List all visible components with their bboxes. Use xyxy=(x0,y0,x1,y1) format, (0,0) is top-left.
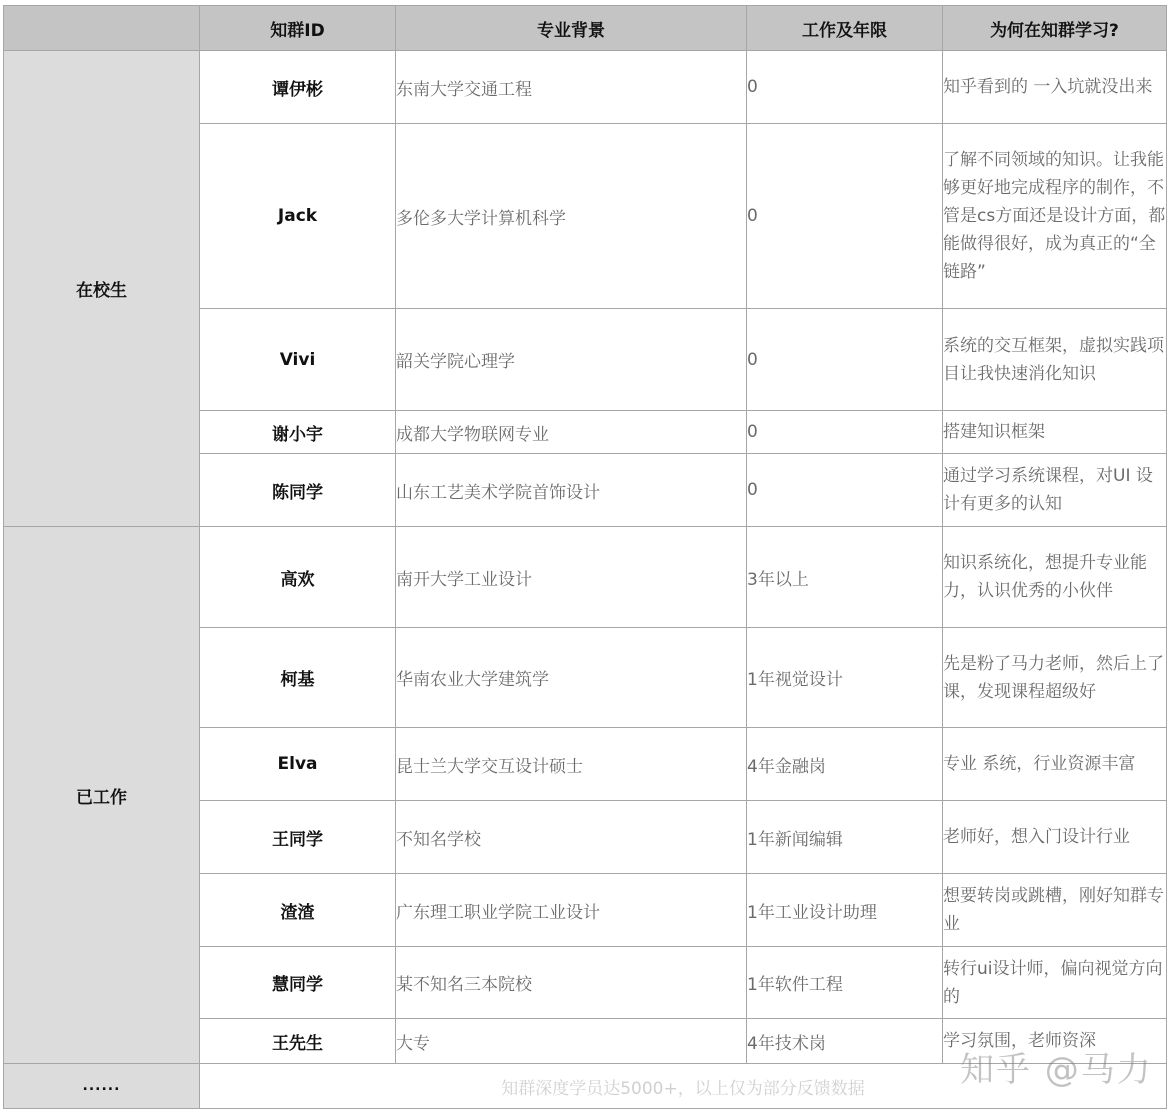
student-id: 渣渣 xyxy=(200,874,396,947)
zhihu-watermark: 知乎 @马力 xyxy=(960,1050,1153,1090)
ellipsis-label: ...... xyxy=(4,1064,200,1109)
student-id: 高欢 xyxy=(200,527,396,628)
header-row xyxy=(4,6,1167,51)
student-id: 王先生 xyxy=(200,1019,396,1064)
work-years: 1年视觉设计 xyxy=(747,628,943,728)
table-row xyxy=(4,527,1167,628)
student-id: 谢小宇 xyxy=(200,411,396,454)
study-reason: 知识系统化，想提升专业能力，认识优秀的小伙伴 xyxy=(943,527,1167,628)
work-years: 3年以上 xyxy=(747,527,943,628)
student-id: 柯基 xyxy=(200,628,396,728)
major-background: 昆士兰大学交互设计硕士 xyxy=(396,728,747,801)
study-reason: 老师好，想入门设计行业 xyxy=(943,801,1167,874)
study-reason: 知乎看到的 一入坑就没出来 xyxy=(943,51,1167,124)
major-background: 不知名学校 xyxy=(396,801,747,874)
work-years: 4年技术岗 xyxy=(747,1019,943,1064)
major-background: 山东工艺美术学院首饰设计 xyxy=(396,454,747,527)
study-reason: 转行ui设计师，偏向视觉方向的 xyxy=(943,947,1167,1019)
study-reason: 先是粉了马力老师，然后上了课，发现课程超级好 xyxy=(943,628,1167,728)
major-background: 广东理工职业学院工业设计 xyxy=(396,874,747,947)
work-years: 0 xyxy=(747,411,943,454)
student-id: Jack xyxy=(200,124,396,309)
study-reason: 搭建知识框架 xyxy=(943,411,1167,454)
footer-note: 知群深度学员达5000+，以上仅为部分反馈数据 xyxy=(200,1064,1167,1109)
study-reason: 专业 系统，行业资源丰富 xyxy=(943,728,1167,801)
student-id: 陈同学 xyxy=(200,454,396,527)
major-background: 南开大学工业设计 xyxy=(396,527,747,628)
major-background: 多伦多大学计算机科学 xyxy=(396,124,747,309)
major-background: 成都大学物联网专业 xyxy=(396,411,747,454)
student-id: Elva xyxy=(200,728,396,801)
major-background: 某不知名三本院校 xyxy=(396,947,747,1019)
student-id: 谭伊彬 xyxy=(200,51,396,124)
work-years: 0 xyxy=(747,124,943,309)
footer-row xyxy=(4,1064,1167,1109)
header-background: 专业背景 xyxy=(396,6,747,51)
table-row xyxy=(4,51,1167,124)
study-reason: 想要转岗或跳槽，刚好知群专业 xyxy=(943,874,1167,947)
major-background: 华南农业大学建筑学 xyxy=(396,628,747,728)
major-background: 东南大学交通工程 xyxy=(396,51,747,124)
student-id: 王同学 xyxy=(200,801,396,874)
work-years: 0 xyxy=(747,51,943,124)
major-background: 大专 xyxy=(396,1019,747,1064)
work-years: 1年工业设计助理 xyxy=(747,874,943,947)
header-work: 工作及年限 xyxy=(747,6,943,51)
header-reason: 为何在知群学习? xyxy=(943,6,1167,51)
study-reason: 学习氛围，老师资深 xyxy=(943,1019,1167,1064)
group-label-students: 在校生 xyxy=(4,51,200,527)
header-id: 知群ID xyxy=(200,6,396,51)
header-group xyxy=(4,6,200,51)
group-label-employed: 已工作 xyxy=(4,527,200,1064)
student-feedback-table xyxy=(3,5,1167,1109)
student-id: Vivi xyxy=(200,309,396,411)
work-years: 0 xyxy=(747,309,943,411)
major-background: 韶关学院心理学 xyxy=(396,309,747,411)
work-years: 1年软件工程 xyxy=(747,947,943,1019)
study-reason: 了解不同领域的知识。让我能够更好地完成程序的制作，不管是cs方面还是设计方面，都能做得很好，成为真正的“全链路” xyxy=(943,124,1167,309)
study-reason: 系统的交互框架，虚拟实践项目让我快速消化知识 xyxy=(943,309,1167,411)
student-id: 慧同学 xyxy=(200,947,396,1019)
work-years: 0 xyxy=(747,454,943,527)
study-reason: 通过学习系统课程，对UI 设计有更多的认知 xyxy=(943,454,1167,527)
work-years: 4年金融岗 xyxy=(747,728,943,801)
work-years: 1年新闻编辑 xyxy=(747,801,943,874)
